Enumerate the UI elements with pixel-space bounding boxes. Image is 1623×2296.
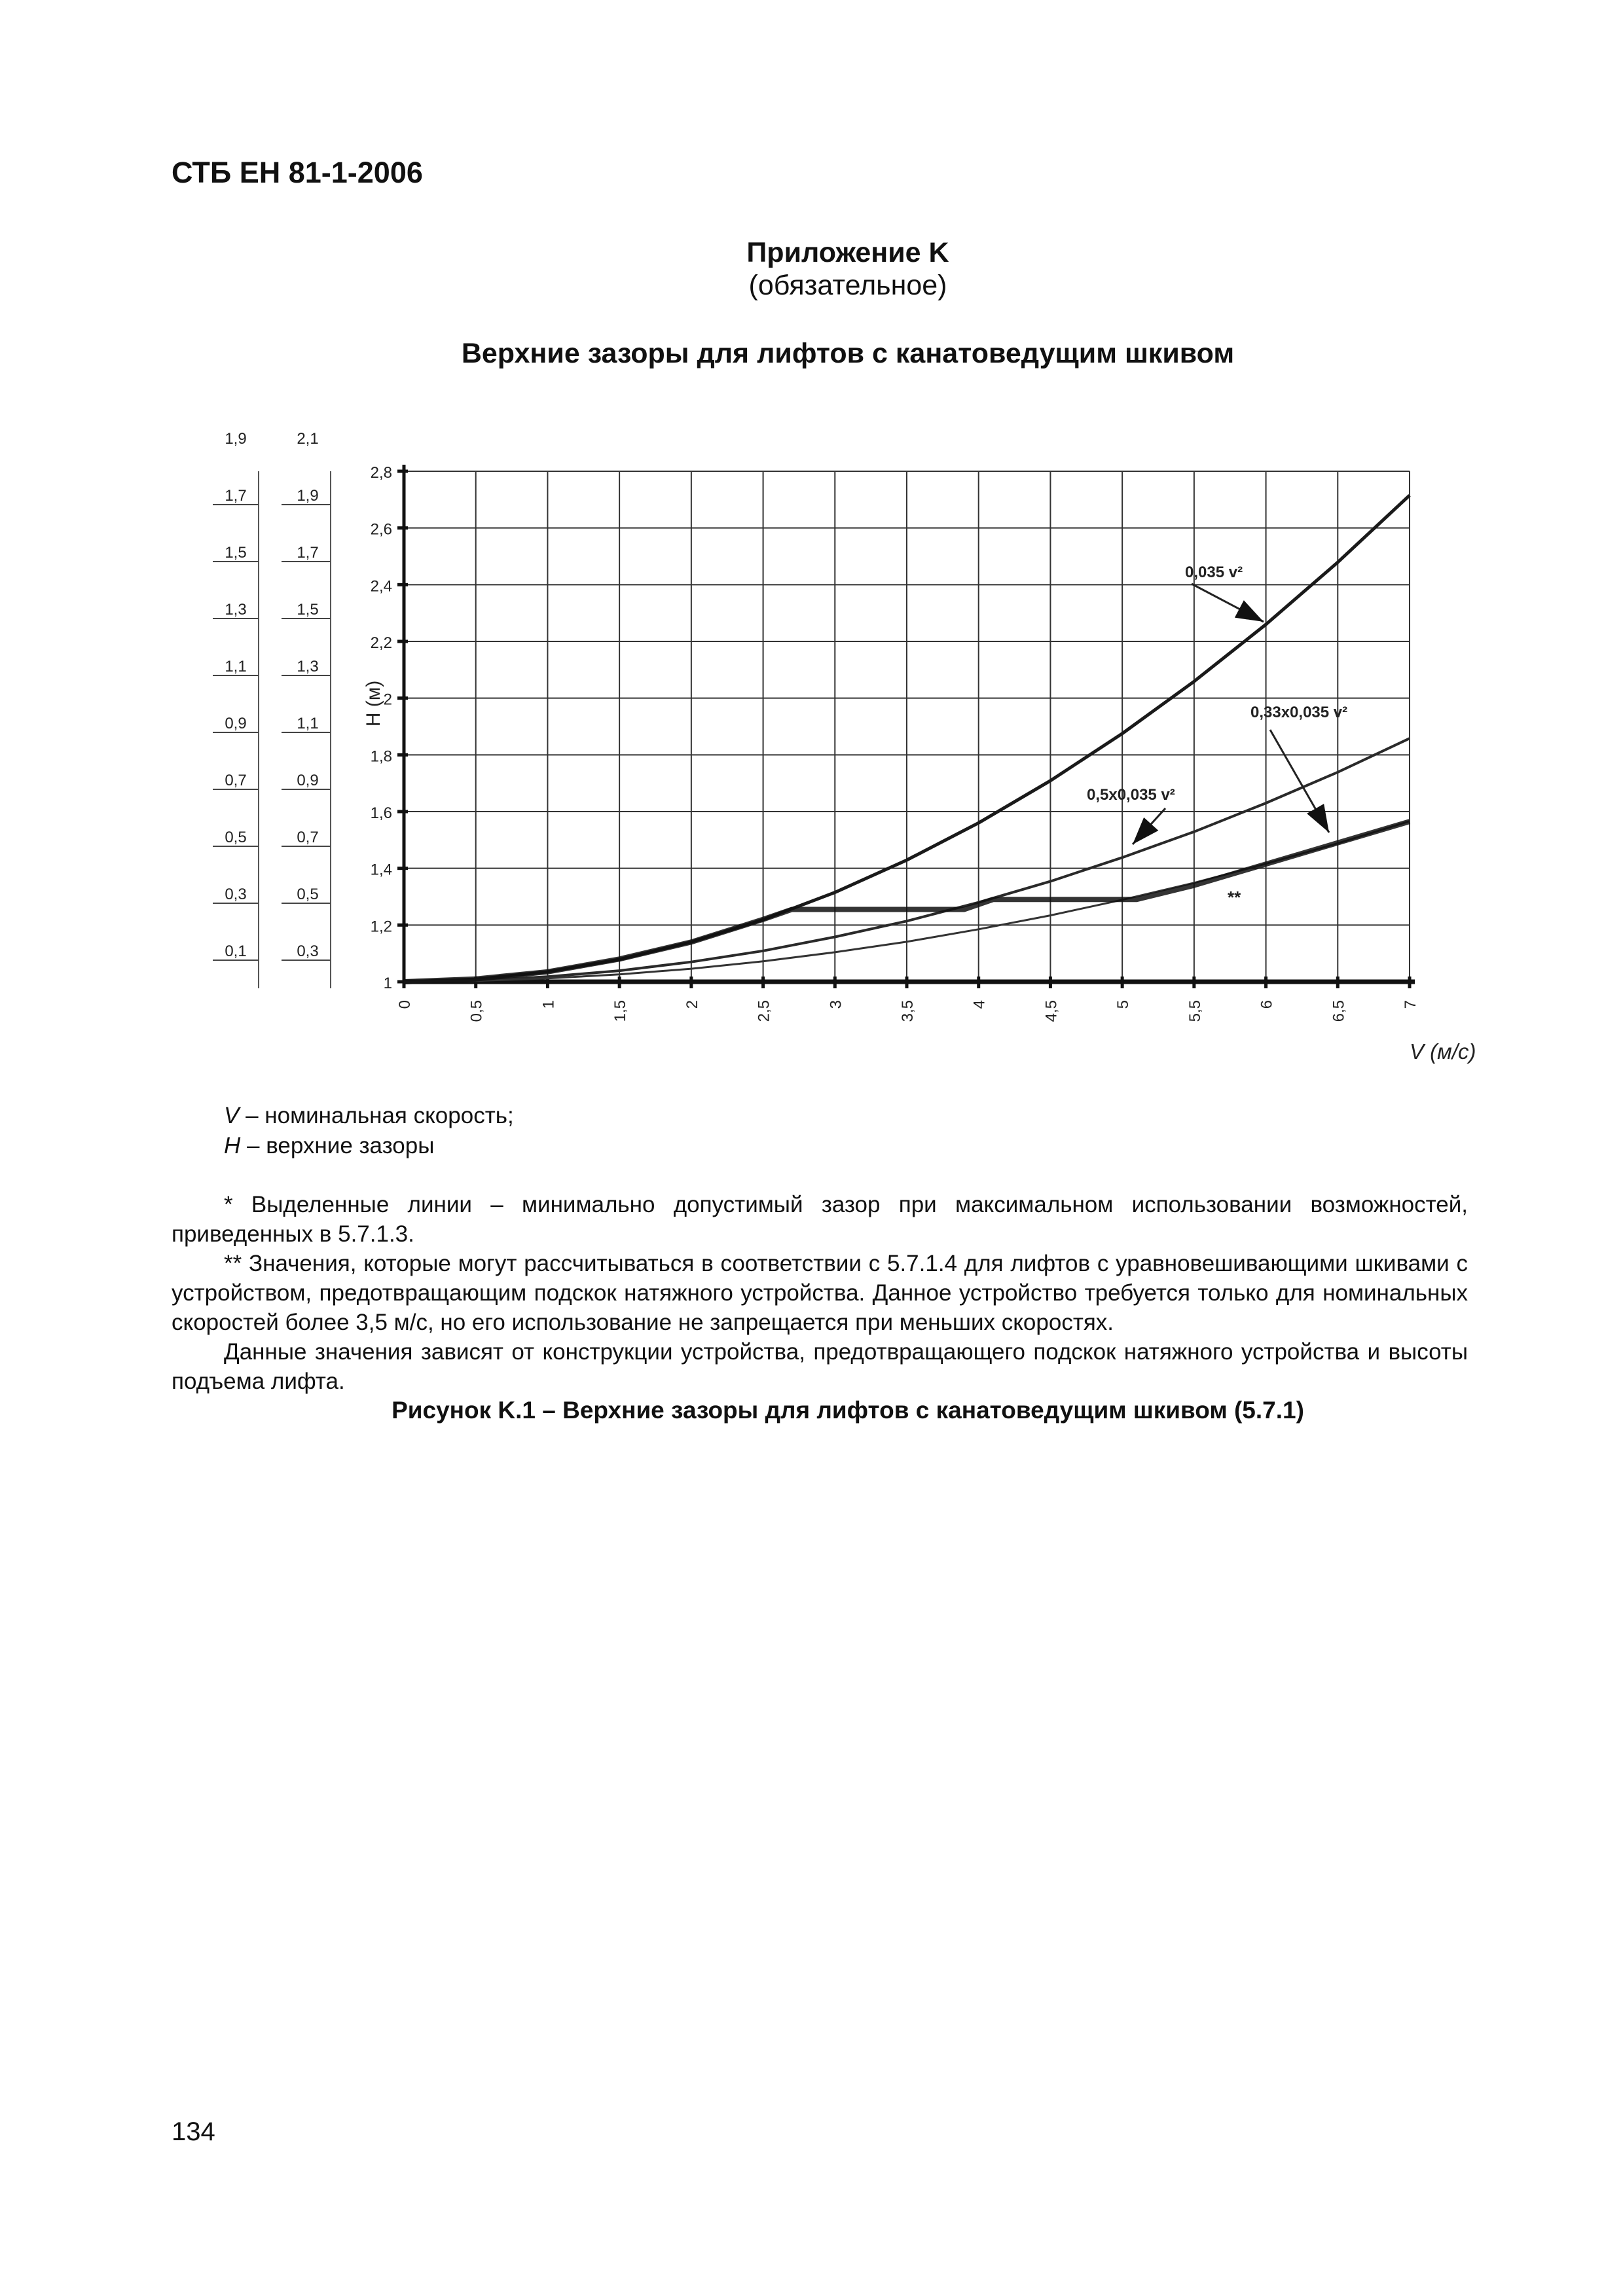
- aux-scale-value: 2,1: [297, 432, 319, 448]
- aux-scale-value: 1,1: [297, 715, 319, 732]
- annex-title: Приложение K: [746, 237, 949, 268]
- aux-scale-value: 1,3: [297, 658, 319, 675]
- y-axis-label: H (м): [363, 680, 384, 727]
- x-tick-label: 0: [396, 1000, 414, 1009]
- aux-scale-value: 0,9: [297, 772, 319, 789]
- x-tick-label: 2,5: [755, 1000, 773, 1022]
- note-3: Данные значения зависят от конструкции устройства, предотвращающего подскок натяжного устройства и высоты подъема лифта.: [172, 1339, 1468, 1394]
- aux-scale-value: 0,7: [297, 829, 319, 846]
- notes: [172, 1190, 1468, 1396]
- aux-scale-value: 1,5: [225, 544, 247, 562]
- annex-status: (обязательное): [748, 270, 947, 301]
- note-1: * Выделенные линии – минимально допустимый зазор при максимальном использовании возможностей, приведенных в 5.7.1.3.: [172, 1192, 1468, 1247]
- y-tick-label: 1,2: [370, 918, 392, 936]
- note-2: ** Значения, которые могут рассчитываться в соответствии с 5.7.1.4 для лифтов с уравновешивающими шкивами с устройством, предотвращающим подскок натяжного устройства. Данное устройство требуется только для номинальных скоростей более 3,5 м/с, но его использование не запрещается при меньших скоростях.: [172, 1251, 1468, 1335]
- x-tick-label: 4: [970, 1000, 989, 1009]
- aux-scale-value: 0,3: [297, 942, 319, 960]
- x-tick-label: 3: [827, 1000, 845, 1009]
- aux-scale-value: 0,7: [225, 772, 247, 789]
- document-code: СТБ ЕН 81-1-2006: [172, 156, 423, 189]
- annex-heading: Верхние зазоры для лифтов с канатоведущим шкивом: [461, 338, 1235, 369]
- x-axis-label: V (м/с): [1410, 1039, 1476, 1064]
- x-tick-label: 2: [683, 1000, 701, 1009]
- figure-caption: Рисунок K.1 – Верхние зазоры для лифтов с канатоведущим шкивом (5.7.1): [392, 1397, 1304, 1424]
- aux-scale-value: 1,7: [297, 544, 319, 562]
- y-tick-label: 2,6: [370, 520, 392, 539]
- aux-scale-value: 1,1: [225, 658, 247, 675]
- annotation-arrowhead: [1235, 600, 1264, 622]
- legend-h: [224, 1131, 514, 1161]
- aux-scale-value: 0,9: [225, 715, 247, 732]
- page-number: 134: [172, 2117, 215, 2146]
- y-tick-label: 2: [383, 691, 392, 709]
- y-tick-label: 1: [383, 975, 392, 992]
- aux-scale-value: 0,5: [225, 829, 247, 846]
- legend-h-desc: – верхние зазоры: [240, 1133, 435, 1158]
- x-tick-label: 6: [1258, 1000, 1276, 1009]
- aux-scale-value: 1,7: [225, 487, 247, 505]
- aux-scale-value: 1,5: [297, 601, 319, 619]
- chart-axes: [371, 464, 1419, 1022]
- aux-scale-value: 0,1: [225, 942, 247, 960]
- aux-scale-value: 0,5: [297, 886, 319, 903]
- x-tick-label: 5: [1114, 1000, 1133, 1009]
- annotation-label: 0,33x0,035 v²: [1250, 704, 1348, 721]
- x-tick-label: 0,5: [467, 1000, 486, 1022]
- annotation-label: 0,5x0,035 v²: [1087, 786, 1175, 804]
- auxiliary-scales: [213, 432, 331, 988]
- y-tick-label: 2,4: [370, 577, 392, 596]
- clearance-chart: [190, 432, 1519, 1073]
- legend-h-symbol: H: [224, 1133, 241, 1158]
- legend-v: [224, 1101, 514, 1131]
- x-tick-label: 4,5: [1042, 1000, 1061, 1022]
- y-tick-label: 1,8: [370, 747, 392, 766]
- annotation-label: **: [1228, 888, 1241, 907]
- symbol-legend: [224, 1101, 514, 1161]
- annotation-arrowhead: [1307, 804, 1329, 833]
- y-tick-label: 2,8: [370, 464, 392, 482]
- aux-scale-value: 0,3: [225, 886, 247, 903]
- aux-scale-value: 1,9: [225, 432, 247, 448]
- aux-scale-value: 1,9: [297, 487, 319, 505]
- y-tick-label: 1,6: [370, 804, 392, 822]
- x-tick-label: 6,5: [1330, 1000, 1348, 1022]
- x-tick-label: 5,5: [1186, 1000, 1204, 1022]
- x-tick-label: 3,5: [899, 1000, 917, 1022]
- x-tick-label: 1: [539, 1000, 558, 1009]
- y-tick-label: 2,2: [370, 634, 392, 652]
- x-tick-label: 1,5: [611, 1000, 630, 1022]
- chart-grid: [404, 471, 1410, 982]
- legend-v-desc: – номинальная скорость;: [239, 1103, 514, 1128]
- aux-scale-value: 1,3: [225, 601, 247, 619]
- y-tick-label: 1,4: [370, 861, 392, 879]
- annotation-label: 0,035 v²: [1185, 564, 1243, 581]
- x-tick-label: 7: [1402, 1000, 1419, 1009]
- legend-v-symbol: V: [224, 1103, 240, 1128]
